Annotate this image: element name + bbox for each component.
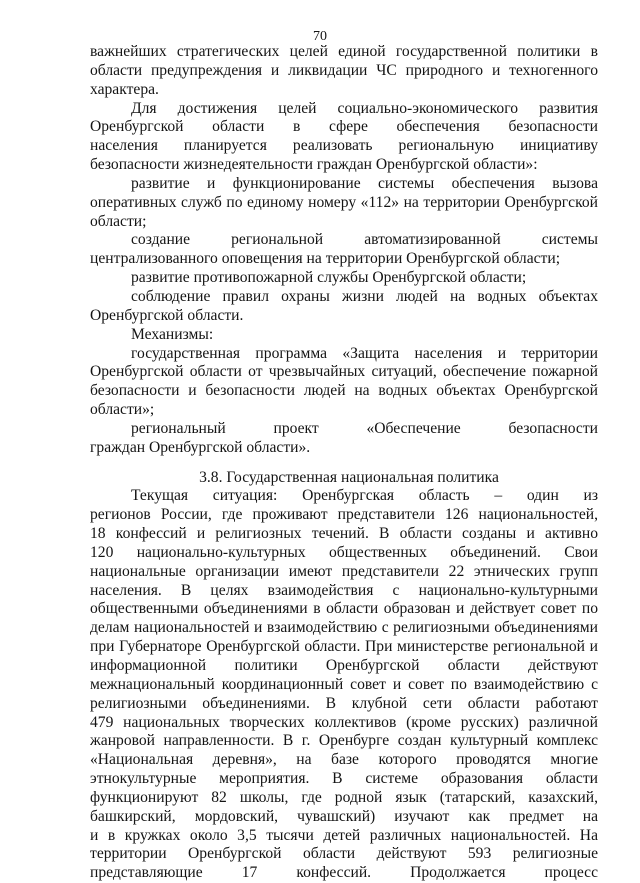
- paragraph-mechanisms-label: [90, 326, 598, 345]
- text-line: Оренбургской области.: [90, 306, 244, 324]
- paragraphs-before-heading: [90, 43, 598, 458]
- text-line: развитие и функционирование системы обеспечения вызова: [131, 174, 598, 192]
- section-paragraphs: [90, 487, 598, 883]
- paragraph-strategic-goals: [90, 43, 598, 100]
- text-line: характера.: [90, 80, 159, 98]
- text-line: оперативных служб по единому номеру «112» на территории Оренбургской: [90, 193, 598, 211]
- text-line: Механизмы:: [131, 325, 214, 343]
- text-line: Для достижения целей социально-экономического развития: [131, 99, 598, 117]
- text-line: делам национальностей и взаимодействию с религиозными объединениями: [90, 619, 598, 637]
- text-line: 479 национальных творческих коллективов (кроме русских) различной: [90, 713, 598, 731]
- text-line: регионов России, где проживают представители 126 национальностей,: [90, 506, 598, 524]
- text-line: 18 конфессий и религиозных течений. В области созданы и активно: [90, 525, 598, 543]
- paragraph-item-water-safety: [90, 288, 598, 326]
- text-line: государственная программа «Защита населения и территории: [131, 344, 598, 362]
- text-line: Оренбургской области от чрезвычайных ситуаций, обеспечение пожарной: [90, 363, 598, 381]
- text-line: религиозными объединениями. В клубной сети области работают: [90, 694, 598, 712]
- text-line: межнациональный координационный совет и совет по взаимодействию с: [90, 675, 598, 693]
- text-line: важнейших стратегических целей единой государственной политики в: [90, 43, 598, 60]
- text-line: развитие противопожарной службы Оренбургской области;: [131, 269, 527, 287]
- text-line: общественными объединениями в области образован и действует совет по: [90, 600, 598, 618]
- text-line: создание региональной автоматизированной системы: [131, 231, 598, 249]
- text-line: этнокультурные мероприятия. В системе образования области: [90, 770, 598, 788]
- text-line: безопасности и безопасности людей на водных объектах Оренбургской: [90, 382, 598, 400]
- text-line: области»;: [90, 401, 155, 419]
- section-gap: [90, 458, 598, 469]
- text-line: соблюдение правил охраны жизни людей на водных объектах: [131, 287, 598, 305]
- text-line: представляющие 17 конфессий. Продолжается процесс: [90, 864, 598, 882]
- text-line: населения планируется реализовать региональную инициативу: [90, 137, 598, 155]
- paragraph-item-112: [90, 175, 598, 232]
- text-line: территории Оренбургской области действуют 593 религиозные: [90, 845, 598, 863]
- text-line: при Губернаторе Оренбургской области. При министерстве региональной и: [90, 638, 598, 656]
- text-line: жанровой направленности. В г. Оренбурге создан культурный комплекс: [90, 732, 598, 750]
- page-number: 70: [313, 29, 327, 44]
- text-line: области;: [90, 212, 147, 230]
- text-line: граждан Оренбургской области».: [90, 438, 311, 456]
- document-body: [90, 43, 598, 883]
- text-line: информационной политики Оренбургской области действуют: [90, 657, 598, 674]
- paragraph-item-fire-service: [90, 269, 598, 288]
- text-line: «Национальная деревня», на базе которого проводятся многие: [90, 751, 598, 769]
- paragraph-current-situation: [90, 487, 598, 883]
- text-line: региональный проект «Обеспечение безопасности: [131, 419, 598, 437]
- paragraph-item-warning-system: [90, 231, 598, 269]
- text-line: функционируют 82 школы, где родной язык (татарский, казахский,: [90, 788, 598, 806]
- text-line: национальные организации имеют представители 22 этнических групп: [90, 562, 598, 580]
- text-line: централизованного оповещения на территории Оренбургской области;: [90, 250, 561, 268]
- text-line: Оренбургской области в сфере обеспечения безопасности: [90, 118, 598, 136]
- section-heading: 3.8. Государственная национальная политика: [199, 468, 499, 486]
- text-line: башкирский, мордовский, чувашский) изучают как предмет на: [90, 807, 598, 825]
- text-line: безопасности жизнедеятельности граждан Оренбургской области»:: [90, 156, 538, 174]
- text-line: и в кружках около 3,5 тысячи детей различных национальностей. На: [90, 826, 598, 844]
- paragraph-mechanism-project: [90, 420, 598, 458]
- text-line: области предупреждения и ликвидации ЧС природного и техногенного: [90, 61, 598, 79]
- text-line: Текущая ситуация: Оренбургская область – один из: [131, 487, 598, 505]
- paragraph-to-achieve-goals: [90, 100, 598, 175]
- paragraph-mechanism-program: [90, 345, 598, 420]
- text-line: населения. В целях взаимодействия с национально-культурными: [90, 581, 598, 599]
- text-line: 120 национально-культурных общественных объединений. Свои: [90, 543, 598, 561]
